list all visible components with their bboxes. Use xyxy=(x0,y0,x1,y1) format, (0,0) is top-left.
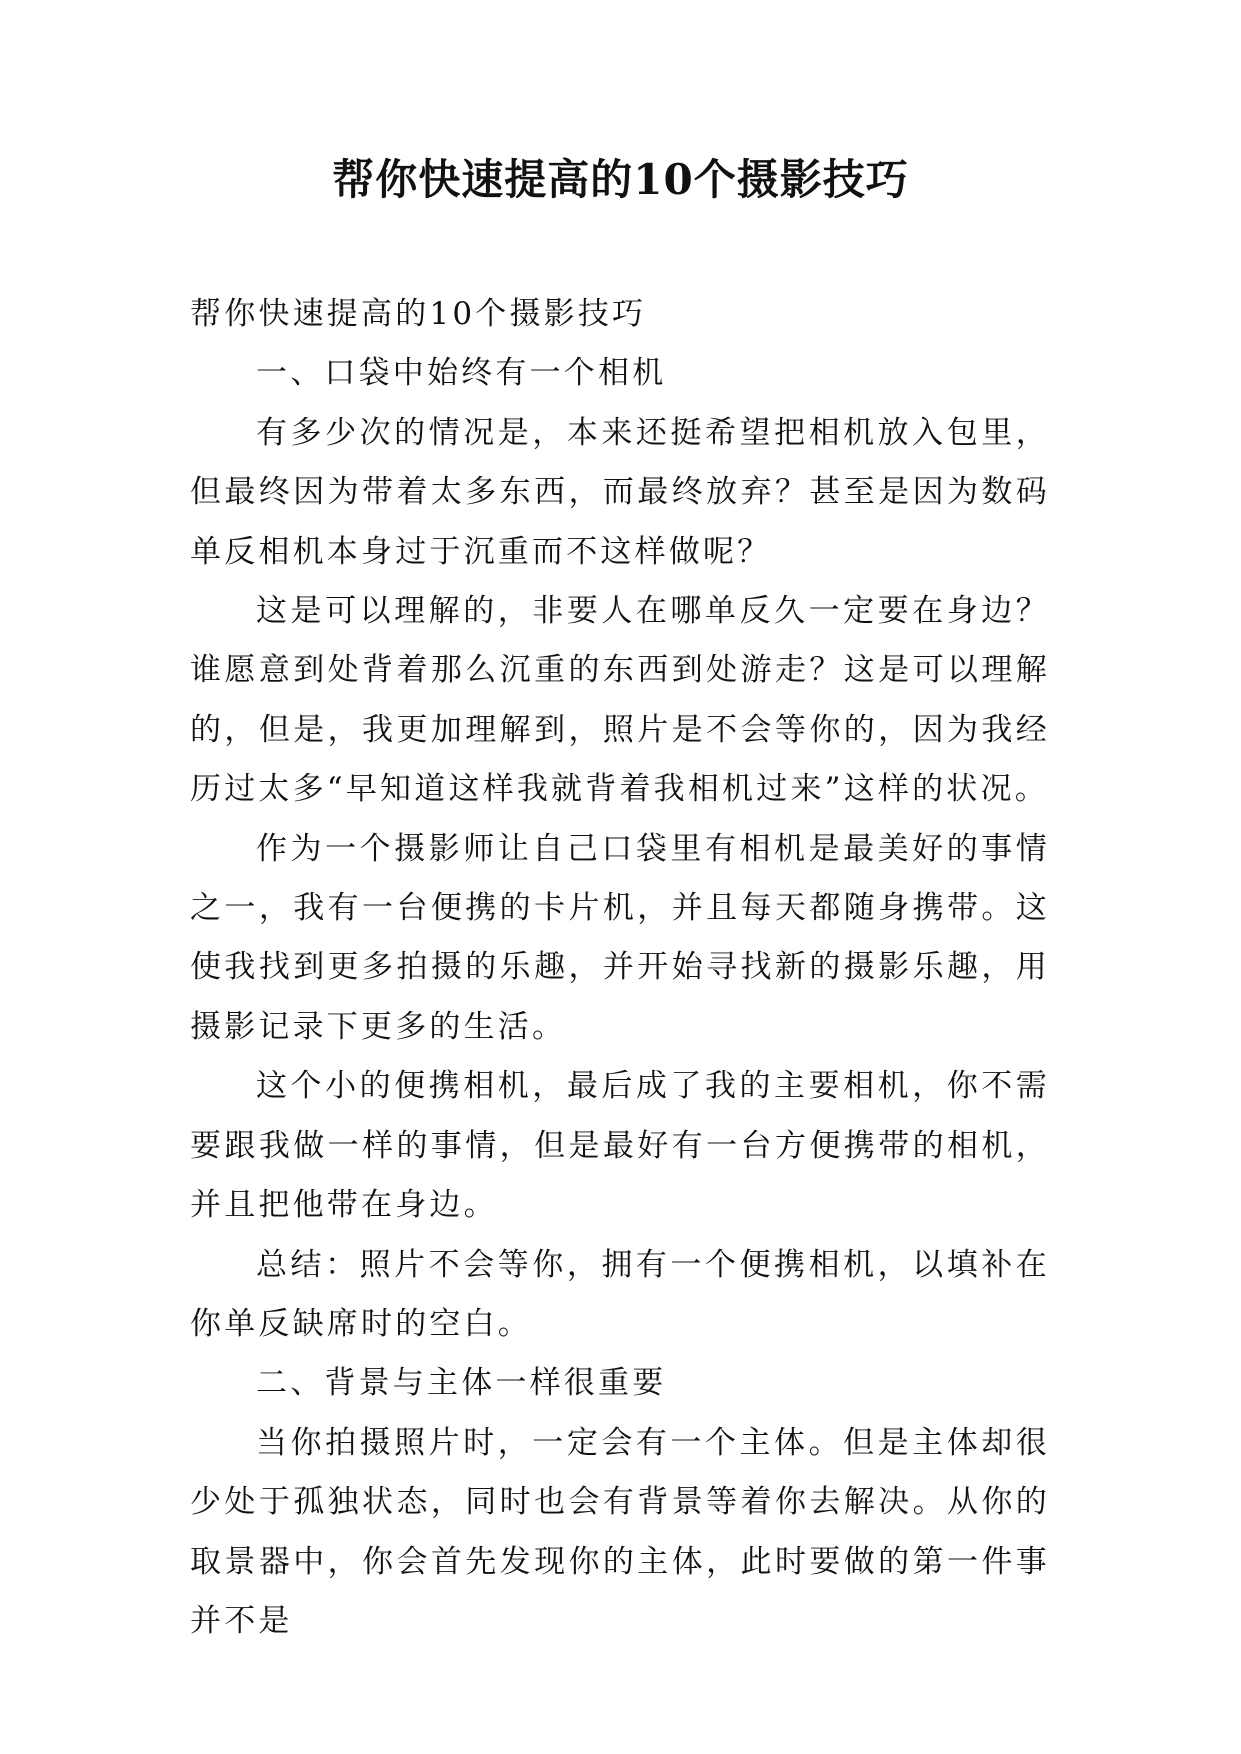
paragraph: 这是可以理解的，非要人在哪单反久一定要在身边？谁愿意到处背着那么沉重的东西到处游走？这是可以理解的，但是，我更加理解到，照片是不会等你的，因为我经历过太多“早知道这样我就背着我相机过来”这样的状况。 xyxy=(190,593,1050,808)
document-title: 帮你快速提高的10个摄影技巧 xyxy=(332,155,909,204)
paragraph-subtitle: 帮你快速提高的10个摄影技巧 xyxy=(190,296,647,332)
paragraph: 当你拍摄照片时，一定会有一个主体。但是主体却很少处于孤独状态，同时也会有背景等着你去解决。从你的取景器中，你会首先发现你的主体，此时要做的第一件事并不是 xyxy=(190,1424,1050,1639)
section-heading-1: 一、口袋中始终有一个相机 xyxy=(256,355,667,392)
paragraph: 这个小的便携相机，最后成了我的主要相机，你不需要跟我做一样的事情，但是最好有一台方便携带的相机，并且把他带在身边。 xyxy=(190,1068,1050,1224)
section-heading-2: 二、背景与主体一样很重要 xyxy=(256,1365,667,1402)
paragraph: 作为一个摄影师让自己口袋里有相机是最美好的事情之一，我有一台便携的卡片机，并且每天都随身携带。这使我找到更多拍摄的乐趣，并开始寻找新的摄影乐趣，用摄影记录下更多的生活。 xyxy=(190,830,1050,1045)
paragraph: 有多少次的情况是，本来还挺希望把相机放入包里，但最终因为带着太多东西，而最终放弃？甚至是因为数码单反相机本身过于沉重而不这样做呢？ xyxy=(190,414,1050,570)
document-body xyxy=(190,285,1050,1651)
paragraph-summary: 总结：照片不会等你，拥有一个便携相机，以填补在你单反缺席时的空白。 xyxy=(190,1246,1050,1342)
